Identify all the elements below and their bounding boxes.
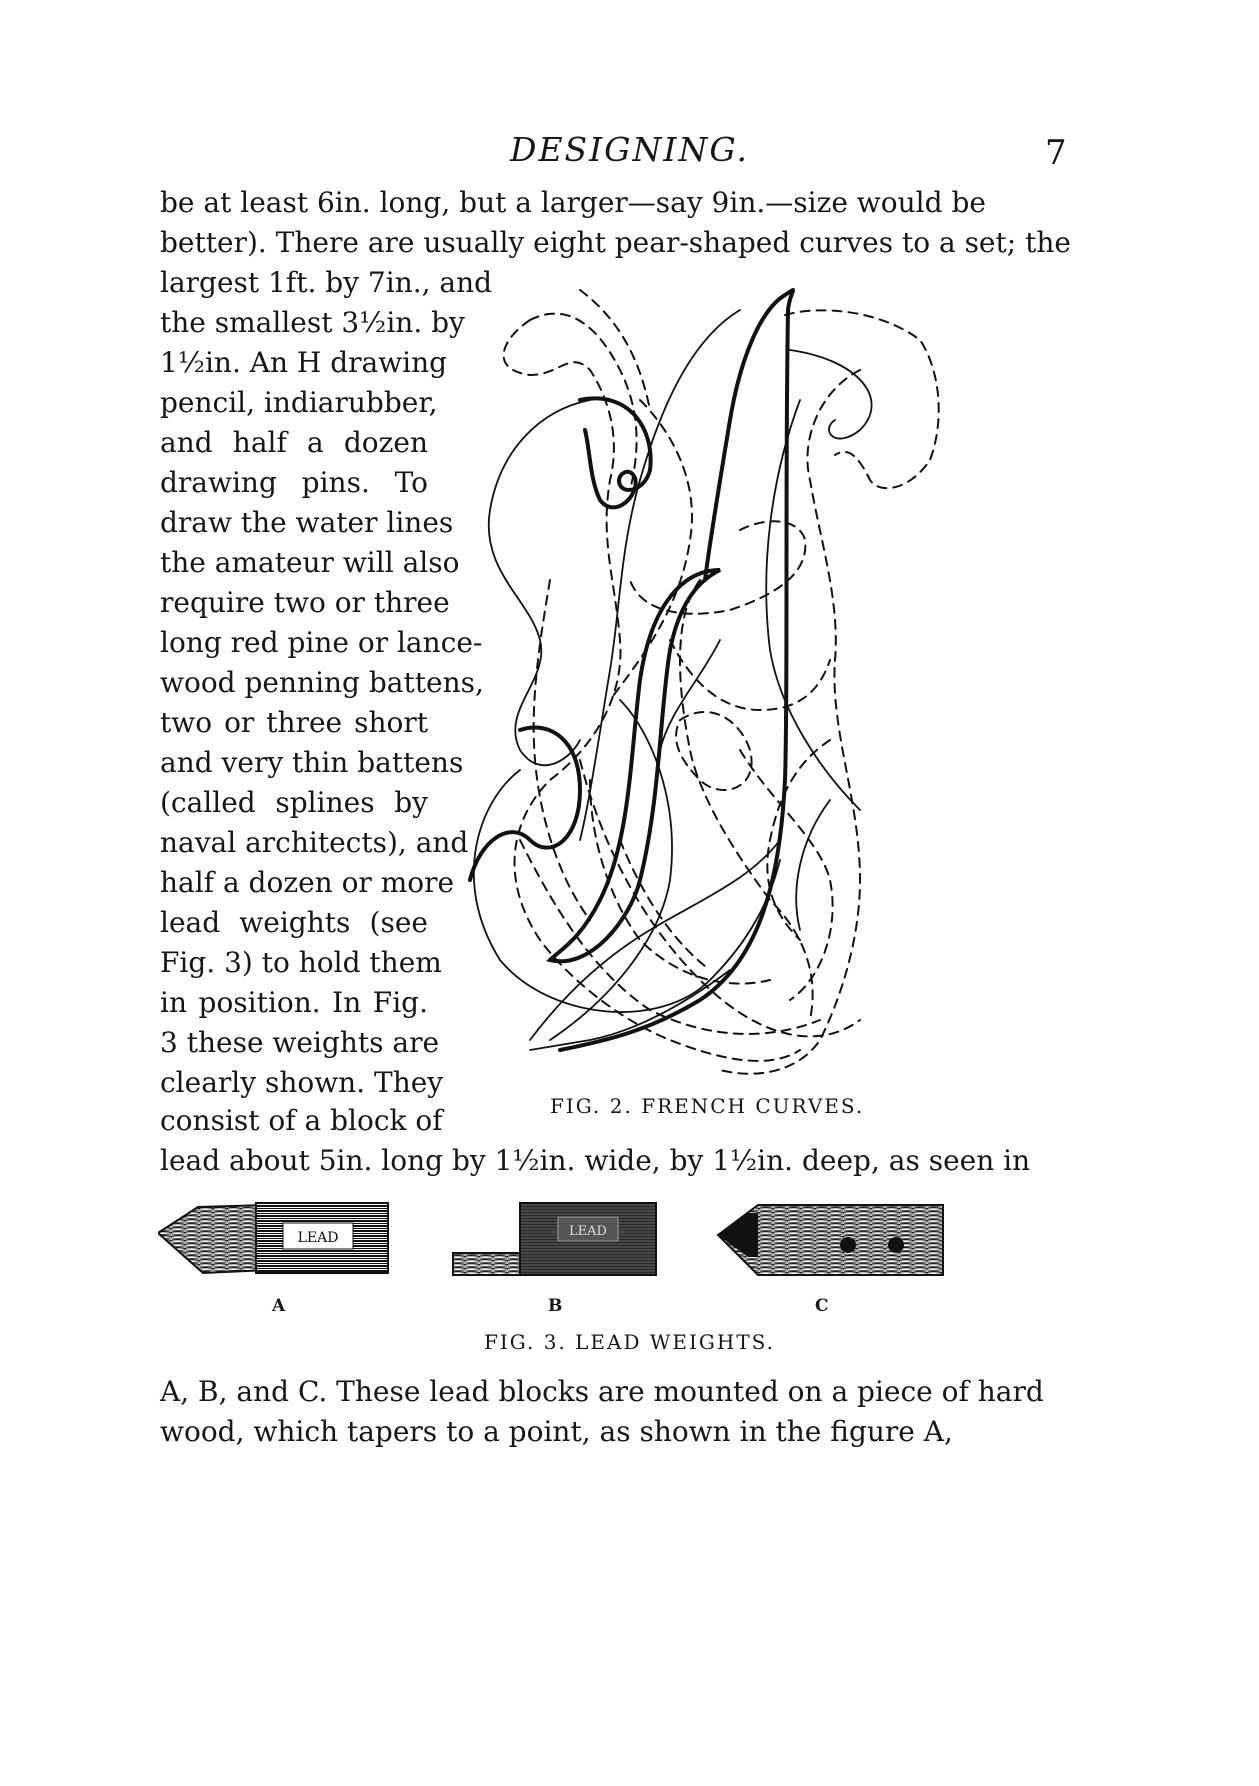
text-line: A, B, and C. These lead blocks are mounted on a piece of hard [160, 1375, 1044, 1408]
french-curves-figure [440, 280, 960, 1100]
text-line: largest 1ft. by 7in., and [160, 266, 493, 299]
text-line: in position. In Fig. [160, 986, 428, 1019]
text-line: long red pine or lance- [160, 626, 483, 659]
text-line: consist of a block of [160, 1104, 443, 1137]
lead-stamp-a: LEAD [297, 1230, 339, 1246]
text-line: (called splines by [160, 786, 428, 819]
text-line: better). There are usually eight pear-shaped curves to a set; the [160, 226, 1071, 259]
text-line: the amateur will also [160, 546, 460, 579]
text-line: be at least 6in. long, but a larger—say 9in.—size would be [160, 186, 986, 219]
text-line: draw the water lines [160, 506, 454, 539]
page-number: 7 [1045, 133, 1067, 173]
lead-weight-a [158, 1203, 388, 1273]
text-line: two or three short [160, 706, 428, 739]
figure-3-label-a: A [272, 1296, 286, 1316]
text-line: lead weights (see [160, 906, 428, 939]
text-line: and very thin battens [160, 746, 464, 779]
text-line: the smallest 3½in. by [160, 306, 465, 339]
text-line: and half a dozen [160, 426, 428, 459]
text-line: lead about 5in. long by 1½in. wide, by 1½in. deep, as seen in [160, 1144, 1031, 1177]
text-line: pencil, indiarubber, [160, 386, 438, 419]
text-line: Fig. 3) to hold them [160, 946, 442, 979]
text-line: half a dozen or more [160, 866, 455, 899]
text-line: drawing pins. To [160, 466, 428, 499]
running-header: DESIGNING. [509, 130, 749, 169]
figure-3-label-c: C [815, 1296, 829, 1316]
text-line: wood, which tapers to a point, as shown in the figure A, [160, 1415, 953, 1448]
lead-stamp-b: LEAD [569, 1224, 607, 1239]
lead-weight-b [453, 1203, 656, 1275]
text-line: wood penning battens, [160, 666, 484, 699]
figure-2-caption: FIG. 2. FRENCH CURVES. [550, 1094, 865, 1118]
text-line: naval architects), and [160, 826, 469, 859]
text-line: 3 these weights are [160, 1026, 440, 1059]
lead-weights-figure [158, 1195, 958, 1290]
text-line: require two or three [160, 586, 450, 619]
text-line: clearly shown. They [160, 1066, 444, 1099]
figure-3-caption: FIG. 3. LEAD WEIGHTS. [483, 1330, 776, 1354]
lead-weight-c [718, 1205, 943, 1275]
figure-3-label-b: B [548, 1296, 563, 1316]
text-line: 1½in. An H drawing [160, 346, 448, 379]
